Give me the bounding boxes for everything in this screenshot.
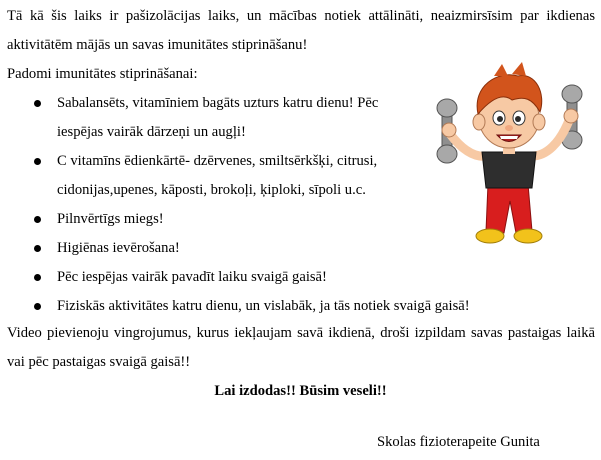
cheer-line: Lai izdodas!! Būsim veseli!! — [214, 383, 387, 399]
list-item — [0, 292, 520, 321]
bullet-icon — [34, 100, 41, 107]
tip-text: Fiziskās aktivitātes katru dienu, un vislabāk, ja tās notiek svaigā gaisā! — [57, 298, 470, 314]
list-item — [0, 263, 520, 292]
bullet-icon — [34, 303, 41, 310]
tips-heading: Padomi imunitātes stiprināšanai: — [7, 66, 198, 82]
bullet-icon — [34, 274, 41, 281]
bullet-icon — [34, 158, 41, 165]
tip-text: Higiēnas ievērošana! — [57, 240, 180, 256]
outro-paragraph: Video pievienoju vingrojumus, kurus iekļaujam savā ikdienā, droši izpildam savas pastaigas laikā vai pēc pastaigas svaigā gaisā!! — [7, 325, 595, 370]
tip-text: Sabalansēts, vitamīniem bagāts uzturs katru dienu! Pēc iespējas vairāk dārzeņi un augļi! — [57, 95, 379, 140]
tip-text: Pēc iespējas vairāk pavadīt laiku svaigā gaisā! — [57, 269, 327, 285]
list-item — [0, 147, 417, 205]
bullet-icon — [34, 245, 41, 252]
signature: Skolas fizioterapeite Gunita — [377, 434, 540, 450]
intro-paragraph: Tā kā šis laiks ir pašizolācijas laiks, un mācības notiek attālināti, neaizmirsīsim par ikdienas aktivitātēm mājās un savas imunitātes stiprināšanu! — [7, 8, 595, 53]
tip-text: C vitamīns ēdienkārtē- dzērvenes, smiltsērkšķi, citrusi, cidonijas,upenes, kāposti, brokoļi, ķiploki, sīpoli u.c. — [57, 153, 378, 198]
bullet-icon — [34, 216, 41, 223]
tip-text: Pilnvērtīgs miegs! — [57, 211, 164, 227]
cartoon-boy-with-dumbbells-icon — [428, 56, 592, 250]
list-item — [0, 89, 417, 147]
